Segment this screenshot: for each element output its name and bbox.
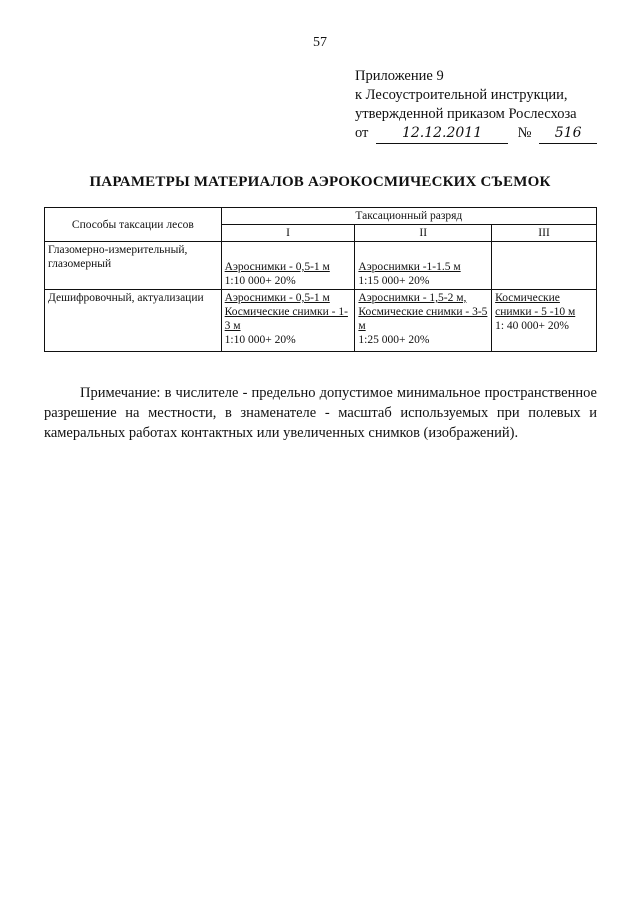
header-method: Способы таксации лесов: [45, 208, 222, 242]
page-number: 57: [313, 35, 327, 50]
table-header-row: [45, 208, 597, 225]
cell-denominator: 1: 40 000+ 20%: [495, 320, 569, 332]
document-title: ПАРАМЕТРЫ МАТЕРИАЛОВ АЭРОКОСМИЧЕСКИХ СЪЕМОК: [89, 174, 551, 190]
cell-numerator: Аэроснимки - 1,5-2 м,: [358, 292, 467, 304]
footnote-text: Примечание: в числителе - предельно допустимое минимальное пространственное разрешение на местности, в знаменателе - масштаб используемых при полевых и камеральных работах контактных или увеличенных снимков (изображений).: [44, 385, 597, 441]
cell-grade-3: [492, 290, 597, 352]
cell-grade-2: [355, 290, 492, 352]
cell-numerator: Аэроснимки - 0,5-1 м: [224, 292, 330, 304]
annex-line-2: к Лесоустроительной инструкции,: [355, 87, 568, 103]
handwritten-date: 12.12.2011: [376, 124, 508, 144]
table-row: [45, 242, 597, 290]
row-method: Дешифровочный, актуализации: [45, 290, 222, 352]
cell-numerator: Аэроснимки -1-1.5 м: [358, 261, 461, 273]
table-row: [45, 290, 597, 352]
header-grade-group: Таксационный разряд: [221, 208, 596, 225]
handwritten-number: 516: [539, 124, 597, 144]
cell-grade-1: [221, 290, 355, 352]
cell-denominator: 1:10 000+ 20%: [224, 275, 296, 287]
cell-grade-1: [221, 242, 355, 290]
cell-numerator-2: Космические снимки - 1-3 м: [224, 306, 348, 332]
header-grade-2: II: [355, 225, 492, 242]
cell-grade-2: [355, 242, 492, 290]
cell-denominator: 1:10 000+ 20%: [224, 334, 296, 346]
header-grade-3: III: [492, 225, 597, 242]
cell-denominator: 1:25 000+ 20%: [358, 334, 430, 346]
parameters-table: [44, 207, 597, 352]
cell-numerator: Космические снимки - 5 -10 м: [495, 292, 576, 318]
header-grade-1: I: [221, 225, 355, 242]
annex-line-1: Приложение 9: [355, 68, 444, 84]
cell-numerator-2: Космические снимки - 3-5 м: [358, 306, 488, 332]
row-method: Глазомерно-измерительный, глазомерный: [45, 242, 222, 290]
date-prefix: от: [355, 125, 369, 141]
annex-line-3: утвержденной приказом Рослесхоза: [355, 106, 577, 122]
footnote: [44, 383, 597, 443]
cell-denominator: 1:15 000+ 20%: [358, 275, 430, 287]
number-prefix: №: [517, 125, 532, 141]
annex-date-line: [355, 124, 597, 144]
annex-header: [355, 67, 597, 144]
cell-numerator: Аэроснимки - 0,5-1 м: [224, 261, 330, 273]
cell-grade-3-empty: [492, 242, 597, 290]
